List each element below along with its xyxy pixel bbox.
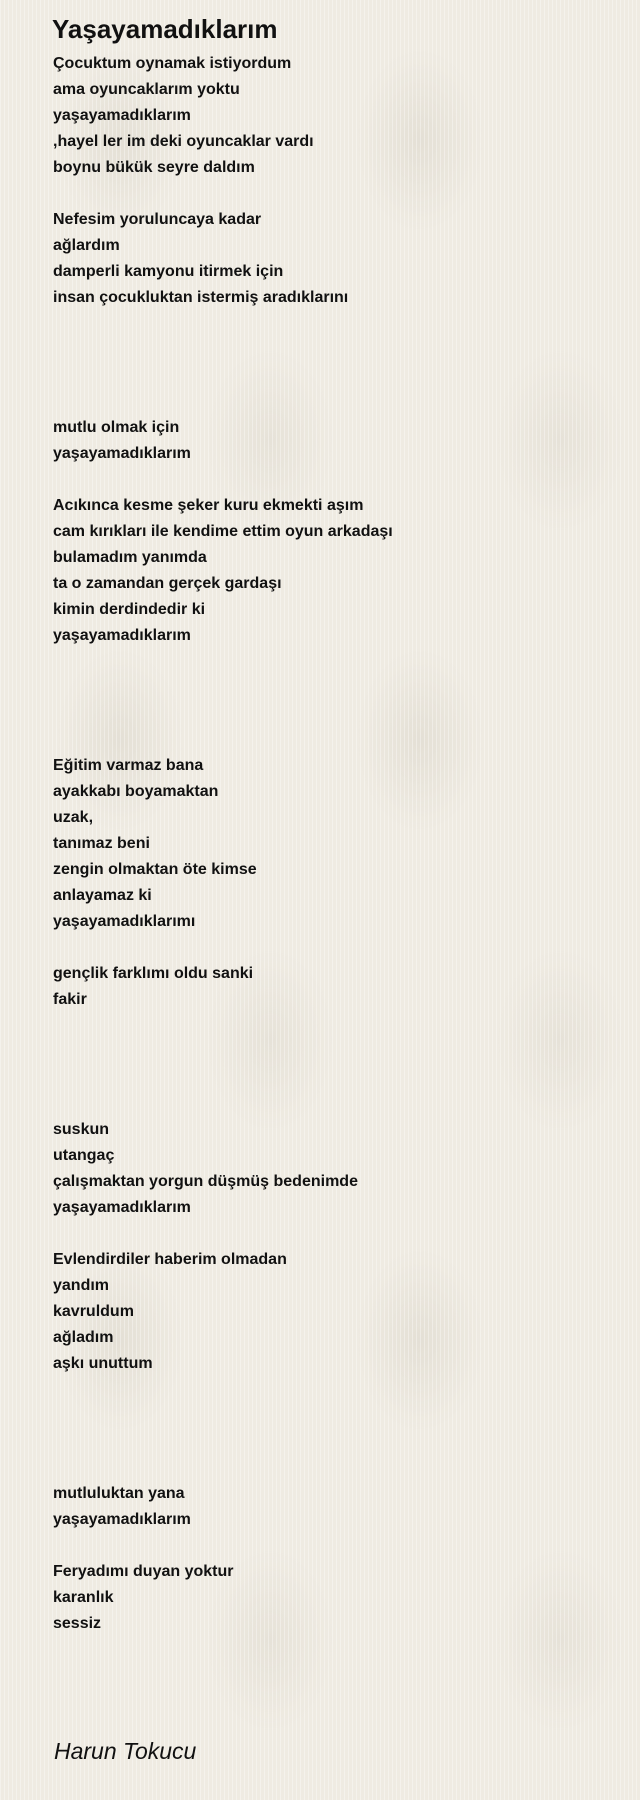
poem-line: zengin olmaktan öte kimse (53, 861, 257, 878)
poem-line: damperli kamyonu itirmek için (53, 263, 284, 280)
poem-line: bulamadım yanımda (53, 549, 207, 566)
poem-line: suskun (53, 1121, 110, 1138)
poem-line: boynu bükük seyre daldım (53, 159, 255, 176)
stanza-break (53, 1065, 613, 1091)
poem-line: kimin derdindedir ki (53, 601, 206, 618)
poem-line: ağladım (53, 1329, 114, 1346)
stanza-break (53, 649, 613, 675)
poem-line: sessiz (53, 1615, 102, 1632)
poem-line: Eğitim varmaz bana (53, 757, 204, 774)
poem-line: ta o zamandan gerçek gardaşı (53, 575, 282, 592)
poem-line: ama oyuncaklarım yoktu (53, 81, 240, 98)
poem-line: mutlu olmak için (53, 419, 180, 436)
poem-line: yaşayamadıklarım (53, 445, 191, 462)
stanza-break (53, 389, 613, 415)
poem-line: yandım (53, 1277, 110, 1294)
poem-title: Yaşayamadıklarım (52, 14, 278, 44)
poem-line: fakir (53, 991, 87, 1008)
stanza-break (53, 1455, 613, 1481)
stanza-break (53, 1091, 613, 1117)
poem-line: yaşayamadıklarım (53, 627, 191, 644)
poem-line: yaşayamadıklarım (53, 107, 191, 124)
poem-line: insan çocukluktan istermiş aradıklarını (53, 289, 349, 306)
poem-line: kavruldum (53, 1303, 134, 1320)
poem-line: karanlık (53, 1589, 114, 1606)
poem-line: Feryadımı duyan yoktur (53, 1563, 234, 1580)
stanza-break (53, 1429, 613, 1455)
poem-line: aşkı unuttum (53, 1355, 153, 1372)
stanza-break (53, 1533, 613, 1559)
stanza-break (53, 1403, 613, 1429)
poem-line: Evlendirdiler haberim olmadan (53, 1251, 287, 1268)
poem-line: cam kırıkları ile kendime ettim oyun arkadaşı (53, 523, 393, 540)
stanza-break (53, 363, 613, 389)
stanza-break (53, 467, 613, 493)
poem-line: yaşayamadıklarım (53, 1199, 191, 1216)
stanza-break (53, 675, 613, 701)
poem-line: yaşayamadıklarımı (53, 913, 196, 930)
stanza-break (53, 311, 613, 337)
poem-body (53, 51, 613, 1637)
stanza-break (53, 1039, 613, 1065)
poem-line: çalışmaktan yorgun düşmüş bedenimde (53, 1173, 358, 1190)
poem-line: Acıkınca kesme şeker kuru ekmekti aşım (53, 497, 364, 514)
poem-line: Nefesim yoruluncaya kadar (53, 211, 262, 228)
poem-line: ,hayel ler im deki oyuncaklar vardı (53, 133, 314, 150)
poem-line: uzak, (53, 809, 94, 826)
poem-line: yaşayamadıklarım (53, 1511, 191, 1528)
stanza-break (53, 935, 613, 961)
poem-line: gençlik farklımı oldu sanki (53, 965, 254, 982)
stanza-break (53, 1377, 613, 1403)
poem-line: ağlardım (53, 237, 120, 254)
poem-line: anlayamaz ki (53, 887, 152, 904)
poem-line: ayakkabı boyamaktan (53, 783, 219, 800)
poem-page (53, 0, 613, 1637)
stanza-break (53, 181, 613, 207)
stanza-break (53, 701, 613, 727)
poem-author: Harun Tokucu (54, 1738, 197, 1764)
poem-line: tanımaz beni (53, 835, 150, 852)
stanza-break (53, 337, 613, 363)
poem-line: mutluluktan yana (53, 1485, 185, 1502)
poem-line: utangaç (53, 1147, 115, 1164)
stanza-break (53, 1221, 613, 1247)
stanza-break (53, 727, 613, 753)
poem-line: Çocuktum oynamak istiyordum (53, 55, 292, 72)
stanza-break (53, 1013, 613, 1039)
